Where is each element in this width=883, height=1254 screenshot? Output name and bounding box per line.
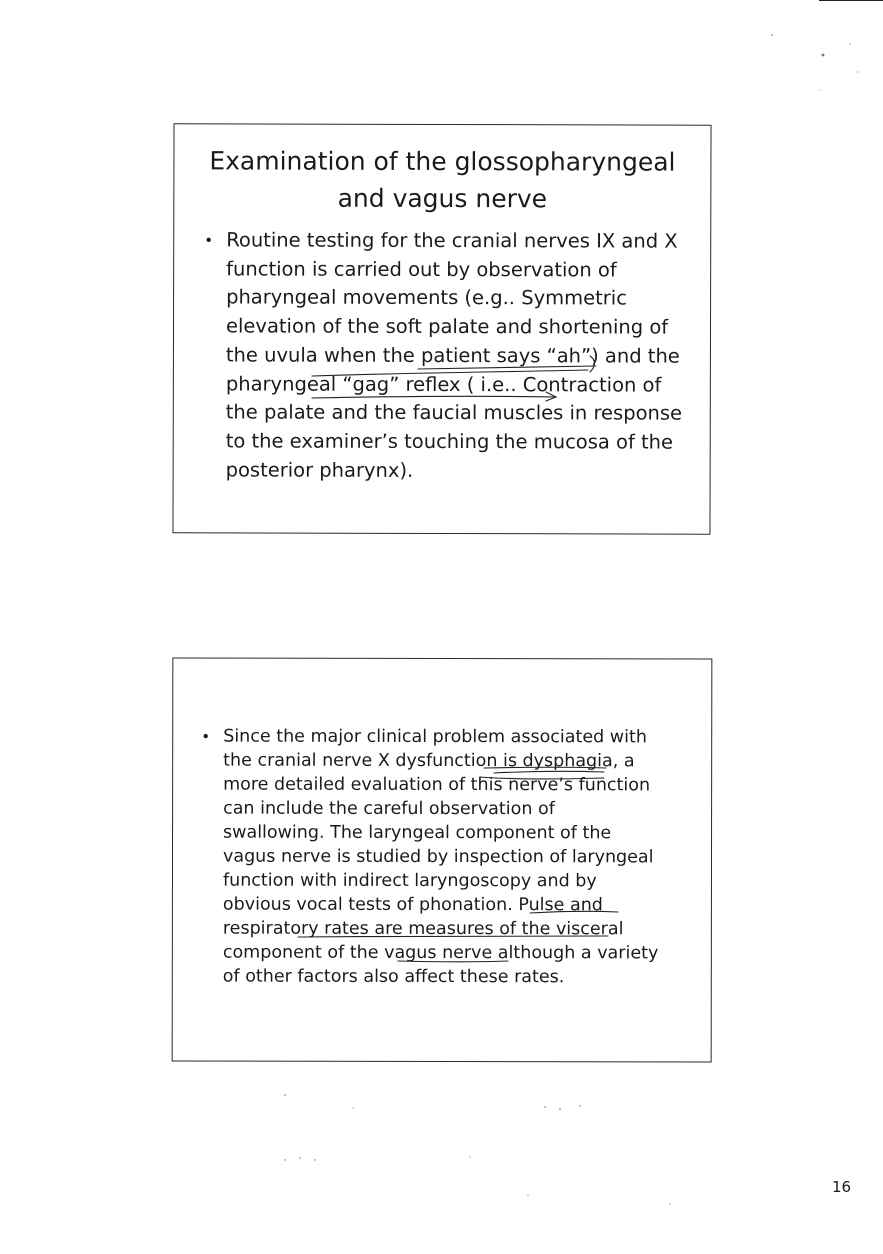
bullet-icon: •: [201, 727, 211, 746]
page-number: 16: [832, 1178, 852, 1196]
slide-1-title: Examination of the glossopharyngeal and vagus nerve: [209, 146, 676, 214]
slide-2: [172, 658, 713, 1063]
slide-2-bullet-text: Since the major clinical problem associated with the cranial nerve X dysfunction is dysphagia, a more detailed evaluation of this nerve’s function can include the careful observation of swallowing. The laryngeal component of the vagus nerve is studied by inspection of laryngeal function with indirect laryngoscopy and by obvious vocal tests of phonation. Pulse and respiratory rates are measures of the visceral component of the vagus nerve although a variety of other factors also affect these rates.: [222, 726, 659, 988]
bullet-icon: •: [204, 231, 214, 250]
slide-1: [172, 123, 711, 534]
scan-edge-line: [819, 0, 883, 1]
slide-1-bullet-item: [204, 226, 685, 486]
slide-1-bullet-text: Routine testing for the cranial nerves IX and X function is carried out by observation of pharyngeal movements (e.g.. Symmetric elevation of the soft palate and shortening of the uvula when the patient says “ah”) and the pharyngeal “gag” reflex ( i.e.. Contraction of the palate and the faucial muscles in response to the examiner’s touching the mucosa of the posterior pharynx).: [225, 228, 683, 482]
slide-2-bullet-item: [201, 725, 691, 990]
